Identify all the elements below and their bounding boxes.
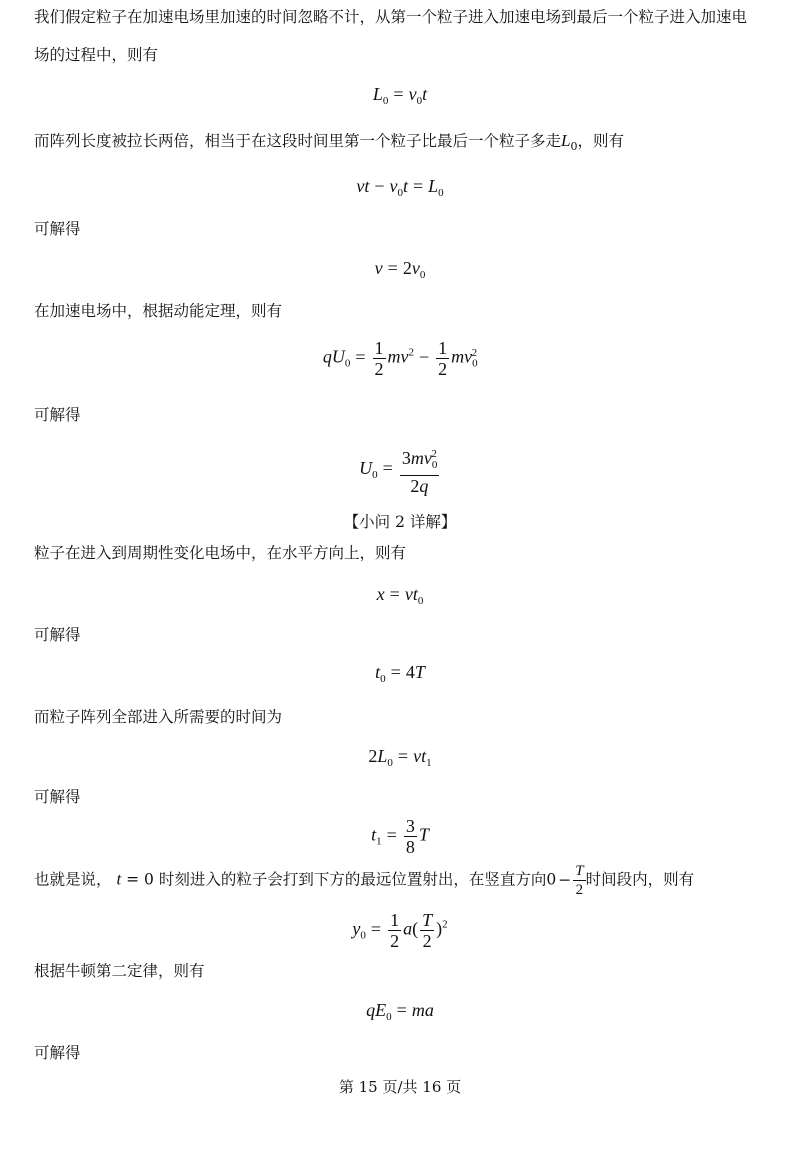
paragraph-2-text-before: 而阵列长度被拉长两倍，相当于在这段时间里第一个粒子比最后一个粒子多走 [34, 132, 562, 150]
section-heading: 【小问 2 详解】 [343, 513, 457, 531]
equation-9: $t_1$ = $\frac{3}{8}$ T [371, 816, 429, 857]
equation-7: $t_0 = 4T$ [375, 662, 425, 685]
paragraph-2-text-after: ，则有 [577, 132, 624, 150]
equation-2: vt − $v_0t = L_0$ [356, 176, 444, 199]
paragraph-10-text-3: 时间段内，则有 [585, 870, 695, 889]
paragraph-7: 可解得 [34, 626, 81, 644]
equation-10: $y_0$ = $\frac{1}{2}$ a( $\frac{T}{2}$ )$^2$ [352, 910, 448, 951]
paragraph-8: 而粒子阵列全部进入所需要的时间为 [34, 708, 283, 726]
equation-3: $v = 2v_0$ [374, 258, 426, 281]
paragraph-2: 而阵列长度被拉长两倍，相当于在这段时间里第一个粒子比最后一个粒子多走$L_0$，则有 [34, 131, 624, 153]
paragraph-9: 可解得 [34, 788, 81, 806]
equation-1: $L_0 = v_0t$ [372, 84, 428, 107]
equation-11: $qE_0$ = ma [366, 1000, 434, 1023]
equation-6: $x = vt_0$ [376, 584, 424, 607]
paragraph-4: 在加速电场中，根据动能定理，则有 [34, 302, 283, 320]
paragraph-6: 粒子在进入到周期性变化电场中，在水平方向上，则有 [34, 544, 407, 562]
paragraph-10-text-1: 也就是说， [34, 870, 112, 889]
paragraph-10-text-2: 时刻进入的粒子会打到下方的最远位置射出，在竖直方向 [158, 870, 547, 889]
paragraph-12: 可解得 [34, 1044, 81, 1062]
paragraph-1-line-2: 场的过程中，则有 [34, 46, 159, 64]
equation-5: $U_0$ = $\frac{3mv_0^2}{2q}$ [0, 444, 800, 496]
paragraph-3: 可解得 [34, 220, 81, 238]
equation-4: $qU_0$ = $\frac{1}{2}$ $mv^2$ − $\frac{1}{2}$ $mv_0^2$ [322, 338, 478, 379]
page-footer: 第 15 页/共 16 页 [338, 1078, 462, 1096]
paragraph-11: 根据牛顿第二定律，则有 [34, 962, 205, 980]
paragraph-10: 也就是说， t = 0 时刻进入的粒子会打到下方的最远位置射出，在竖直方向0 − $\frac{T}{2}$ 时间段内，则有 [34, 863, 695, 898]
equation-8: $2L_0 = vt_1$ [368, 746, 432, 769]
paragraph-1-line-1: 我们假定粒子在加速电场里加速的时间忽略不计，从第一个粒子进入加速电场到最后一个粒子进入加速电 [34, 8, 748, 26]
paragraph-5: 可解得 [34, 406, 81, 424]
